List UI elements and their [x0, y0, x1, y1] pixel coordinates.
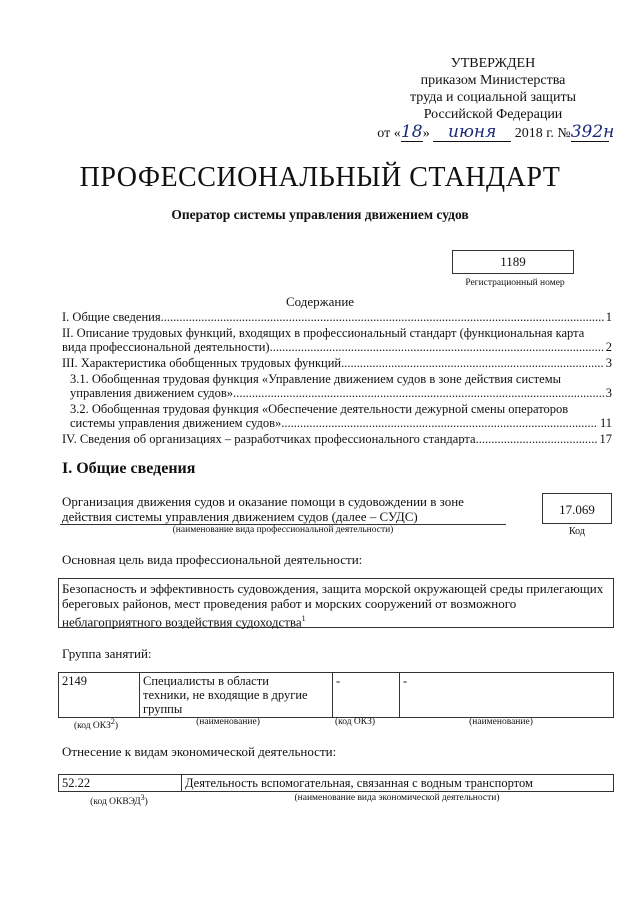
- toc-item-1-label: I. Общие сведения: [62, 310, 161, 324]
- goal-footnote: 1: [301, 614, 306, 623]
- table-row: [59, 775, 614, 792]
- group-name-line2: техники, не входящие в другие: [143, 688, 308, 702]
- goal-line1: Безопасность и эффективность судовождения, защита морской окружающей среды прилегающих: [62, 581, 604, 596]
- table-row: [59, 673, 614, 718]
- caption-name2: (наименование): [469, 717, 533, 727]
- toc-item-3-2-line2: системы управления движением судов»: [70, 416, 282, 430]
- group-code2-cell: -: [333, 673, 400, 718]
- group-name-line3: группы: [143, 702, 183, 716]
- group-label: Группа занятий:: [62, 646, 152, 661]
- activity-code-box: 17.069: [542, 493, 612, 524]
- registration-number-box: 1189: [452, 250, 574, 274]
- caption-okved-name: (наименование вида экономической деятельности): [294, 793, 500, 803]
- registration-label: Регистрационный номер: [465, 278, 565, 288]
- date-mid: »: [422, 126, 430, 141]
- date-day: 18: [400, 122, 423, 142]
- occupation-group-table: [58, 672, 614, 718]
- date-prefix: от «: [377, 126, 401, 141]
- caption-okved-text: (код ОКВЭД: [90, 797, 141, 808]
- toc-item-3-page: 3: [605, 356, 612, 370]
- okved-name-cell: Деятельность вспомогательная, связанная с водным транспортом: [182, 775, 614, 792]
- toc-item-3-1-page: 3: [605, 386, 612, 400]
- caption-okved-sup: 3: [140, 793, 145, 802]
- group-name-line1: Специалисты в области: [143, 674, 269, 688]
- toc-item-3-2[interactable]: [62, 402, 612, 430]
- goal-line3: [62, 611, 610, 629]
- toc-item-4[interactable]: [62, 432, 612, 446]
- table-of-contents: [62, 310, 612, 446]
- toc-item-3-1[interactable]: [62, 372, 612, 400]
- goal-line2: береговых районов, мест проведения работ и морских сооружений от возможного: [62, 596, 517, 611]
- toc-item-3-1-line2: управления движением судов»: [70, 386, 234, 400]
- caption-okz2: (код ОКЗ): [334, 717, 376, 727]
- document-subtitle: Оператор системы управления движением судов: [171, 207, 469, 222]
- date-year: 2018 г. №: [514, 126, 571, 141]
- toc-item-4-label: IV. Сведения об организациях – разработчиках профессионального стандарта: [62, 432, 476, 446]
- activity-name: [62, 494, 502, 524]
- caption-name: (наименование): [196, 717, 260, 727]
- approval-date-line: [368, 124, 618, 142]
- approval-line2: приказом Министерства: [420, 73, 566, 88]
- toc-item-4-page: 17: [599, 432, 612, 446]
- activity-line2: действия системы управления движением судов (далее – СУДС): [62, 509, 418, 524]
- approval-title: УТВЕРЖДЕН: [450, 56, 536, 71]
- section-heading: I. Общие сведения: [62, 460, 196, 477]
- approval-line4: Российской Федерации: [423, 107, 563, 122]
- toc-item-3-label: III. Характеристика обобщенных трудовых функций: [62, 356, 342, 370]
- group-code-cell: 2149: [59, 673, 140, 718]
- toc-item-3-2-page: 11: [599, 416, 612, 430]
- okved-table: [58, 774, 614, 792]
- toc-item-1[interactable]: [62, 310, 612, 324]
- group-name-cell: [140, 673, 333, 718]
- approval-line3: труда и социальной защиты: [410, 90, 576, 105]
- date-month: июня: [433, 124, 511, 142]
- econ-label: Отнесение к видам экономической деятельности:: [62, 744, 337, 759]
- caption-okved: [58, 793, 180, 807]
- goal-box: [58, 578, 614, 628]
- activity-line1: Организация движения судов и оказание помощи в судовождении в зоне: [62, 494, 464, 509]
- group-name2-cell: -: [400, 673, 614, 718]
- activity-code-label: Код: [569, 526, 585, 537]
- caption-okz: [58, 717, 134, 731]
- caption-okz-text: (код ОКЗ: [73, 721, 111, 732]
- activity-caption: (наименование вида профессиональной деятельности): [172, 525, 394, 535]
- toc-item-1-page: 1: [605, 310, 612, 324]
- toc-item-2-line1: II. Описание трудовых функций, входящих в профессиональный стандарт (функциональная карта: [62, 326, 585, 340]
- document-title: ПРОФЕССИОНАЛЬНЫЙ СТАНДАРТ: [79, 162, 561, 193]
- toc-heading: Содержание: [285, 294, 355, 309]
- order-number: 392н: [570, 122, 615, 142]
- toc-item-2-page: 2: [605, 340, 612, 354]
- toc-item-3-1-line1: 3.1. Обобщенная трудовая функция «Управление движением судов в зоне действия системы: [70, 372, 561, 386]
- toc-item-3-2-line1: 3.2. Обобщенная трудовая функция «Обеспечение деятельности дежурной смены операторов: [70, 402, 569, 416]
- caption-okz-sup: 2: [110, 717, 115, 726]
- caption-okved-close: ): [144, 797, 148, 808]
- caption-okz-close: ): [114, 721, 119, 732]
- toc-item-3[interactable]: [62, 356, 612, 370]
- approval-block: [368, 55, 618, 142]
- toc-item-2[interactable]: [62, 326, 612, 354]
- goal-label: Основная цель вида профессиональной деятельности:: [62, 552, 363, 567]
- goal-line3-text: неблагоприятного воздействия судоходства: [62, 614, 302, 630]
- okved-code-cell: 52.22: [59, 775, 182, 792]
- toc-item-2-line2: вида профессиональной деятельности): [62, 340, 270, 354]
